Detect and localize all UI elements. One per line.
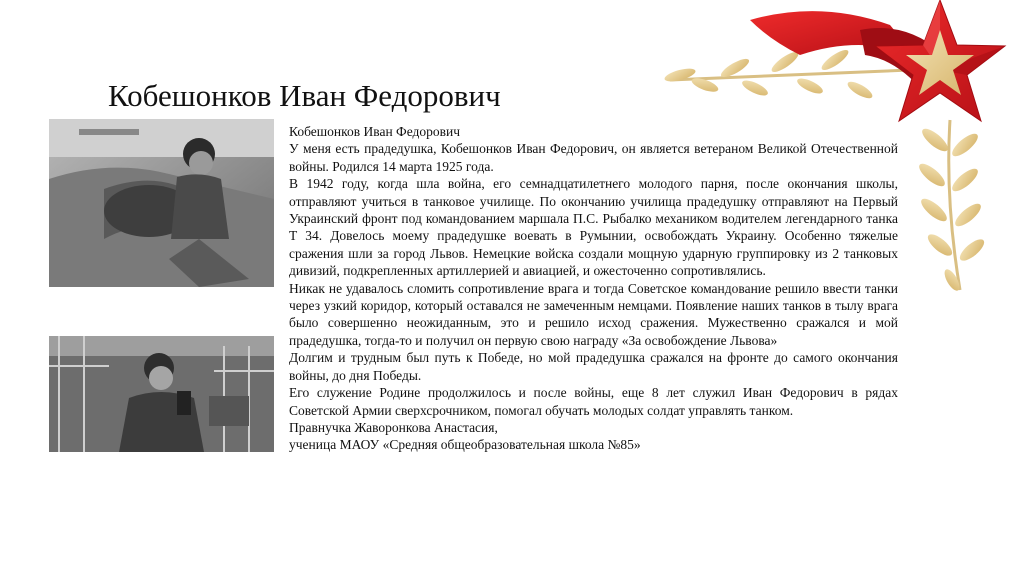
bio-name: Кобешонков Иван Федорович xyxy=(289,124,461,139)
bio-paragraph: Долгим и трудным был путь к Победе, но мой прадедушка сражался на фронте до самого окончания войны, до дня Победы. xyxy=(289,350,898,383)
author-school: ученица МАОУ «Средняя общеобразовательная школа №85» xyxy=(289,437,641,453)
soldier-with-headset-photo xyxy=(49,336,274,452)
bio-paragraph: Никак не удавалось сломить сопротивление врага и тогда Советское командование решило ввести танки через узкий коридор, который оставался не замеченным немцами. Появление наших танков в тылу врага было совершенно неожиданным, это и решило исход сражения. Мужественно сражался и мой прадедушка, тогда-то и получил он первую свою награду «За освобождение Львова» xyxy=(289,280,898,348)
bio-paragraph: Его служение Родине продолжилось и после войны, еще 8 лет служил Иван Федорович в рядах Советской Армии сверхсрочником, помогал обучать молодых солдат управлять танком. xyxy=(289,385,898,418)
bio-paragraph: В 1942 году, когда шла война, его семнадцатилетнего молодого парня, после окончания школы, отправляют учиться в танковое училище. По окончанию училища прадедушку отправляют на Первый Украинский фронт под командованием маршала П.С. Рыбалко механиком водителем легендарного танка Т 34. Довелось моему прадедушке воевать в Румынии, освобождать Украину. Особенно тяжелые сражения шли за город Львов. Немецкие войска создали мощную ударную группировку из 2 танковых дивизий, подкрепленных артиллерией и авиацией, и ожесточенно сопротивлялись. xyxy=(289,176,898,279)
victory-decoration xyxy=(660,0,1024,300)
author-line: Правнучка Жаворонкова Анастасия, xyxy=(289,419,498,435)
bio-paragraph: У меня есть прадедушка, Кобешонков Иван Федорович, он является ветераном Великой Отечественной войны. Родился 14 марта 1925 года. xyxy=(289,141,898,174)
tankman-in-hatch-photo xyxy=(49,119,274,287)
page-title: Кобешонков Иван Федорович xyxy=(108,78,501,113)
